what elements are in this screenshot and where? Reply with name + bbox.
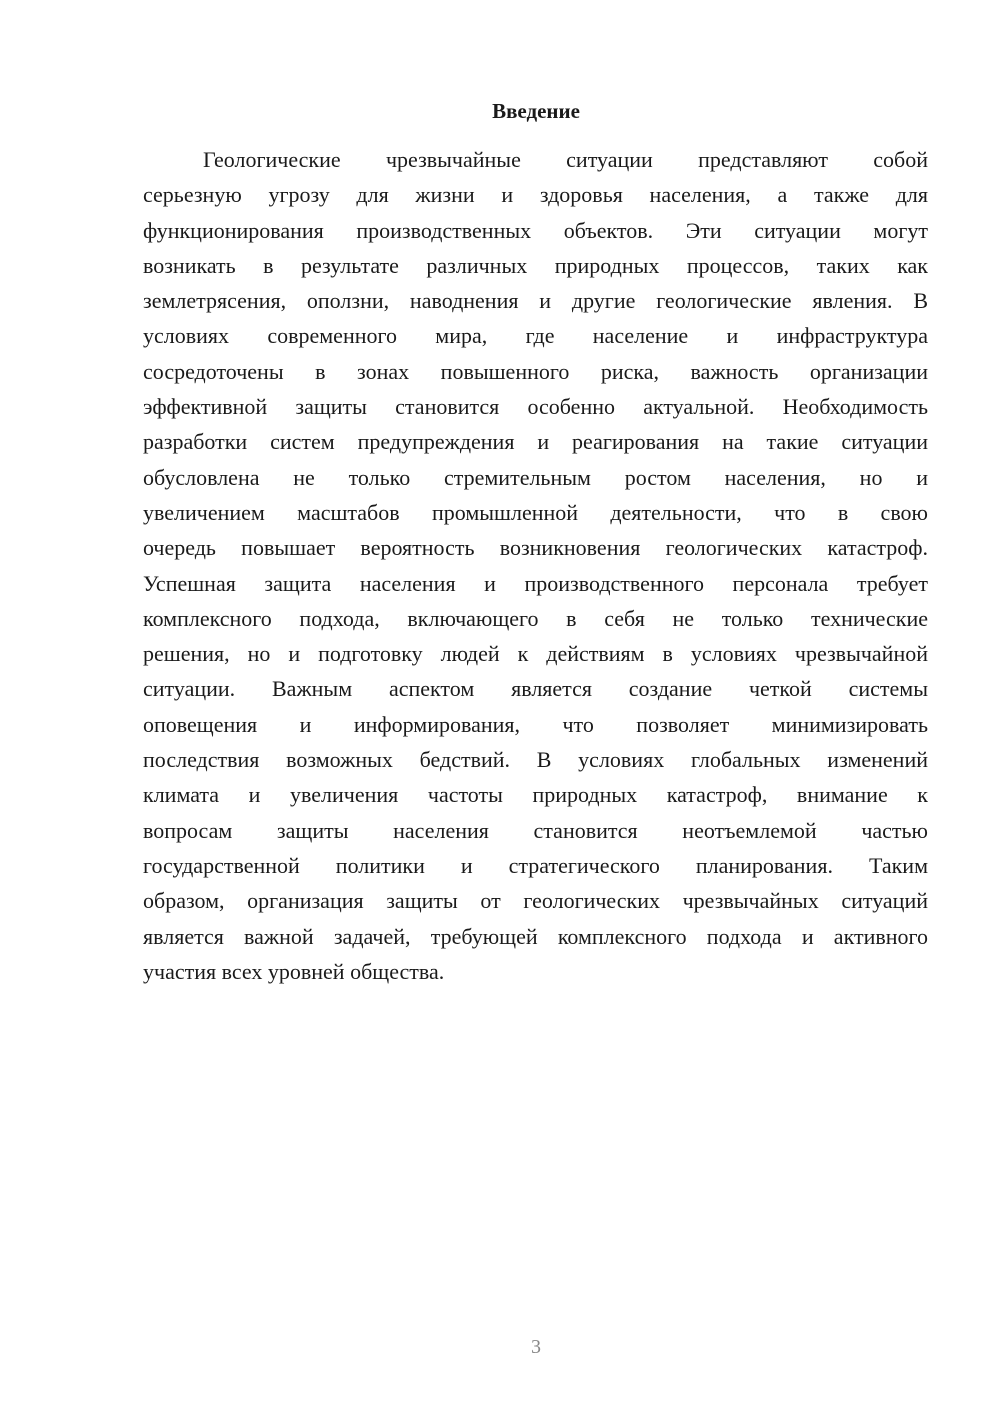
paragraph-line: Геологические чрезвычайные ситуации представляют собой bbox=[203, 147, 928, 172]
paragraph-line: землетрясения, оползни, наводнения и другие геологические явления. В bbox=[143, 288, 928, 314]
paragraph-line: последствия возможных бедствий. В условиях глобальных изменений bbox=[143, 747, 928, 773]
paragraph-line: Успешная защита населения и производственного персонала требует bbox=[143, 570, 928, 596]
paragraph-line: решения, но и подготовку людей к действиям в условиях чрезвычайной bbox=[143, 641, 928, 667]
paragraph-line: серьезную угрозу для жизни и здоровья населения, а также для bbox=[143, 182, 928, 208]
paragraph-line: сосредоточены в зонах повышенного риска, важность организации bbox=[143, 358, 928, 384]
paragraph-line: разработки систем предупреждения и реагирования на такие ситуации bbox=[143, 429, 928, 455]
paragraph-line: образом, организация защиты от геологических чрезвычайных ситуаций bbox=[143, 888, 928, 914]
page-number: 3 bbox=[531, 1336, 541, 1358]
intro-paragraph bbox=[143, 142, 928, 989]
paragraph-line: комплексного подхода, включающего в себя не только технические bbox=[143, 605, 928, 631]
paragraph-line: возникать в результате различных природных процессов, таких как bbox=[143, 252, 928, 278]
paragraph-line: увеличением масштабов промышленной деятельности, что в свою bbox=[143, 499, 928, 525]
paragraph-line: участия всех уровней общества. bbox=[143, 958, 445, 984]
section-heading: Введение bbox=[492, 99, 580, 123]
paragraph-line: очередь повышает вероятность возникновения геологических катастроф. bbox=[143, 535, 928, 561]
paragraph-line: ситуации. Важным аспектом является создание четкой системы bbox=[143, 676, 928, 702]
paragraph-line: эффективной защиты становится особенно актуальной. Необходимость bbox=[143, 394, 928, 420]
paragraph-line: функционирования производственных объектов. Эти ситуации могут bbox=[143, 217, 928, 243]
paragraph-line: вопросам защиты населения становится неотъемлемой частью bbox=[143, 817, 928, 843]
paragraph-line: климата и увеличения частоты природных катастроф, внимание к bbox=[143, 782, 928, 808]
paragraph-line: государственной политики и стратегического планирования. Таким bbox=[143, 852, 928, 878]
paragraph-line: условиях современного мира, где население и инфраструктура bbox=[143, 323, 928, 349]
paragraph-line: является важной задачей, требующей комплексного подхода и активного bbox=[143, 923, 928, 949]
paragraph-line: оповещения и информирования, что позволяет минимизировать bbox=[143, 711, 928, 737]
paragraph-line: обусловлена не только стремительным ростом населения, но и bbox=[143, 464, 928, 490]
